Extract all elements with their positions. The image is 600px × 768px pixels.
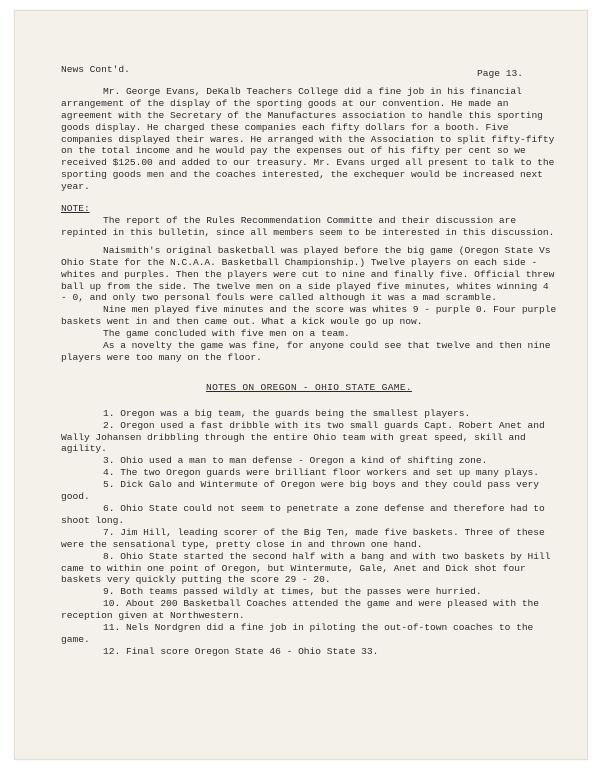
evans-paragraph: Mr. George Evans, DeKalb Teachers College did a fine job in his financial arrangement of the display of the sporting goods at our convention. He made an agreement with the Secretary of the Manufactures association to handle this sporting goods display. He charged these companies each fifty dollars for a booth. Five companies displayed their wares. He arranged with the Association to split fifty-fifty on the total income and he would pay the expenses out of his fifty per cent so we received $125.00 and added to our treasury. Mr. Evans urged all present to talk to the sporting goods men and the coaches interested, the exchequer would be increased next year.	[61, 85, 555, 193]
note-item: 9. Both teams passed wildly at times, but the passes were hurried.	[103, 586, 482, 598]
continued-label: News Cont'd.	[61, 64, 130, 75]
note-item: 6. Ohio State could not seem to penetrate a zone defense and therefore had to shoot long.	[61, 503, 545, 526]
note-item: 12. Final score Oregon State 46 - Ohio State 33.	[103, 645, 379, 657]
note-item: 3. Ohio used a man to man defense - Oregon a kind of shifting zone.	[103, 455, 488, 467]
note-text: The report of the Rules Recommendation Committe and their discussion are repinted in this bulletin, since all members seem to be interested in this discussion.	[61, 214, 555, 238]
document-page	[14, 10, 588, 760]
naismith-paragraph-4: As a novelty the game was fine, for anyone could see that twelve and then nine players were too many on the floor.	[61, 340, 551, 363]
note-item: 8. Ohio State started the second half with a bang and with two baskets by Hill came to within one point of Oregon, but Wintermute, Gale, Anet and Dick shot four baskets very quickly putting the score 29 - 20.	[61, 550, 551, 586]
naismith-paragraph-3: The game concluded with five men on a team.	[103, 328, 350, 340]
document-body	[61, 64, 557, 658]
page-number: Page 13.	[476, 68, 523, 79]
note-item: 2. Oregon used a fast dribble with its two small guards Capt. Robert Anet and Wally Johansen dribbling through the entire Ohio team with great speed, skill and agility.	[61, 419, 545, 455]
notes-list	[61, 408, 557, 658]
note-item: 4. The two Oregon guards were brilliant floor workers and set up many plays.	[103, 467, 540, 479]
note-item: 1. Oregon was a big team, the guards being the smallest players.	[103, 407, 471, 419]
note-item: 11. Nels Nordgren did a fine job in piloting the out-of-town coaches to the game.	[61, 622, 534, 645]
notes-heading: NOTES ON OREGON - OHIO STATE GAME.	[206, 381, 412, 393]
note-item: 5. Dick Galo and Wintermute of Oregon were big boys and they could pass very good.	[61, 479, 540, 503]
naismith-paragraph-1: Naismith's original basketball was played before the big game (Oregon State Vs Ohio State for the N.C.A.A. Basketball Championship.) Twelve players on each side - whites and purples. Then the players were cut to nine and finally five. Official threw ball up from the side. The twelve men on a side played five minutes, whites winning 4 - 0, and only two personal fouls were called although it was a mad scramble.	[61, 244, 555, 304]
naismith-paragraph-2: Nine men played five minutes and the score was whites 9 - purple 0. Four purple baskets went in and then came out. What a kick woule go up now.	[61, 304, 557, 328]
note-item: 7. Jim Hill, leading scorer of the Big Ten, made five baskets. Three of these were the sensational type, pretty close in and thrown one hand.	[61, 526, 545, 550]
note-label: NOTE:	[61, 203, 90, 215]
note-item: 10. About 200 Basketball Coaches attended the game and were pleased with the reception given at Northwestern.	[61, 598, 540, 622]
